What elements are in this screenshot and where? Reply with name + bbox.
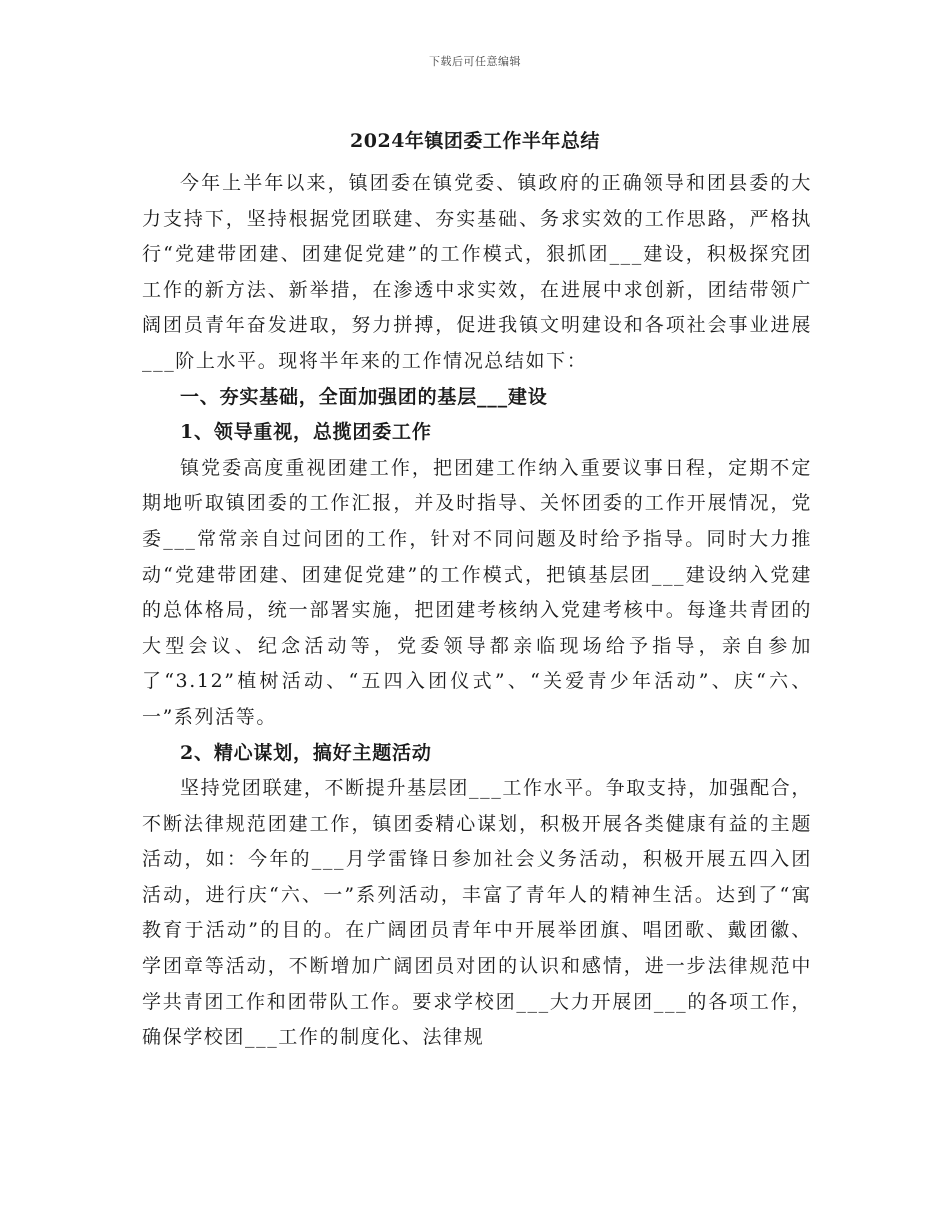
- subsection-body-1: 镇党委高度重视团建工作，把团建工作纳入重要议事日程，定期不定期地听取镇团委的工作汇报，并及时指导、关怀团委的工作开展情况，党委___常常亲自过问团的工作，针对不同问题及时给予指导。同时大力推动“党建带团建、团建促党建”的工作模式，把镇基层团___建设纳入党建的总体格局，统一部署实施，把团建考核纳入党建考核中。每逢共青团的大型会议、纪念活动等，党委领导都亲临现场给予指导，亲自参加了“3.12”植树活动、“五四入团仪式”、“关爱青少年活动”、庆“六、一”系列活等。: [142, 456, 812, 728]
- subsection-heading-2: 2、精心谋划，搞好主题活动: [180, 741, 432, 764]
- subsection-heading-1: 1、领导重视，总揽团委工作: [180, 421, 432, 444]
- document-body: [142, 166, 812, 1056]
- subsection-body-2: 坚持党团联建，不断提升基层团___工作水平。争取支持，加强配合，不断法律规范团建工作，镇团委精心谋划，积极开展各类健康有益的主题活动，如：今年的___月学雷锋日参加社会义务活动，积极开展五四入团活动，进行庆“六、一”系列活动，丰富了青年人的精神生活。达到了“寓教育于活动”的目的。在广阔团员青年中开展举团旗、唱团歌、戴团徽、学团章等活动，不断增加广阔团员对团的认识和感情，进一步法律规范中学共青团工作和团带队工作。要求学校团___大力开展团___的各项工作，确保学校团___工作的制度化、法律规: [142, 777, 812, 1049]
- header-note: 下载后可任意编辑: [429, 55, 521, 68]
- section-heading-1: 一、夯实基础，全面加强团的基层___建设: [180, 385, 548, 408]
- document-title: 2024年镇团委工作半年总结: [350, 130, 600, 152]
- intro-paragraph: 今年上半年以来，镇团委在镇党委、镇政府的正确领导和团县委的大力支持下，坚持根据党团联建、夯实基础、务求实效的工作思路，严格执行“党建带团建、团建促党建”的工作模式，狠抓团___建设，积极探究团工作的新方法、新举措，在渗透中求实效，在进展中求创新，团结带领广阔团员青年奋发进取，努力拼搏，促进我镇文明建设和各项社会事业进展___阶上水平。现将半年来的工作情况总结如下：: [142, 172, 812, 372]
